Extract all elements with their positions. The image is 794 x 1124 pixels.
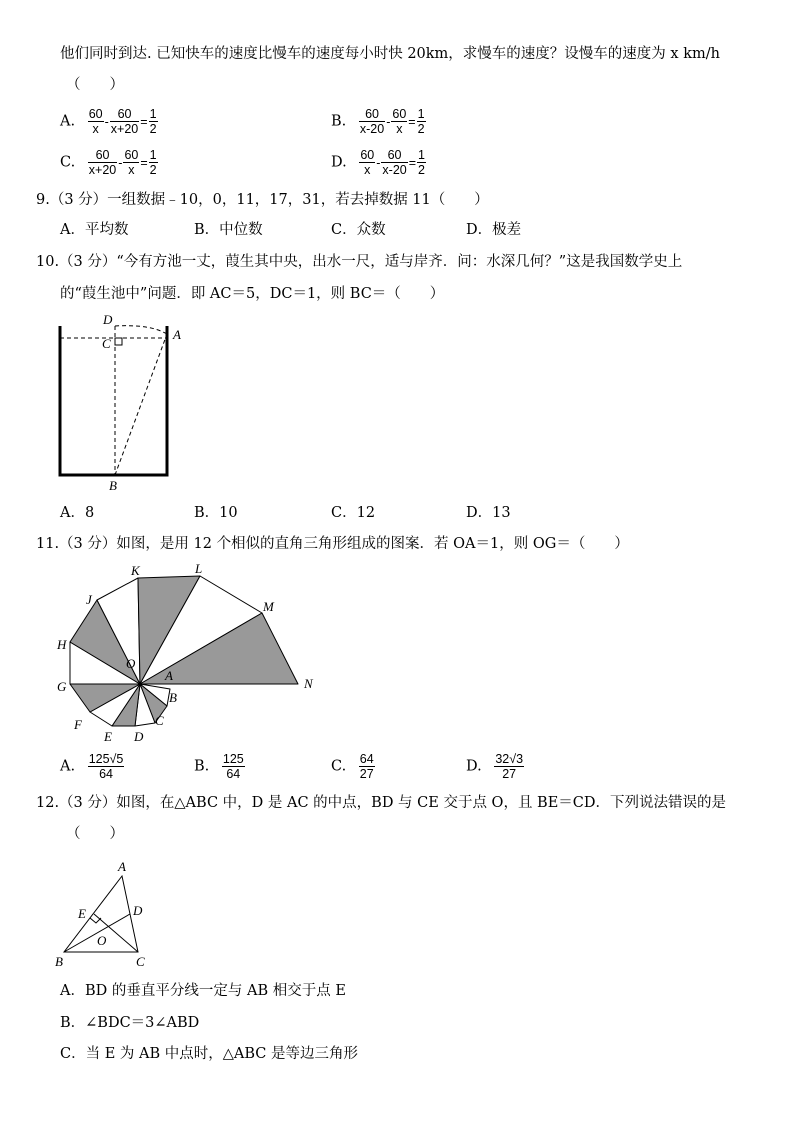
- label-e: E: [104, 729, 112, 744]
- label-j: J: [86, 592, 92, 607]
- label-n: N: [304, 676, 313, 691]
- q9-stem: 9.（3 分）一组数据﹣10，0，11，17，31，若去掉数据 11（ ）: [36, 192, 489, 208]
- label-a: A: [173, 327, 181, 342]
- q9-option-b[interactable]: B．中位数: [194, 222, 263, 238]
- q10-stem-line1: 10.（3 分）“今有方池一丈，葭生其中央，出水一尺，适与岸齐．问：水深几何？”这是我国数学史上: [36, 254, 683, 270]
- right-angle-mark: [115, 338, 122, 345]
- fraction: $\frac{60}{x-20}$: [359, 107, 385, 136]
- q12-option-b[interactable]: B．∠BDC＝3∠ABD: [60, 1015, 200, 1031]
- fraction: $\frac{32√3}{27}$: [495, 752, 524, 781]
- q11-option-a[interactable]: A. $\frac{125√5}{64}$: [60, 752, 124, 781]
- fraction: $\frac{60}{x}$: [88, 107, 103, 136]
- q8-option-c[interactable]: C. $\frac{60}{x+20}$ - $\frac{60}{x}$ = $\frac{1}{2}$: [60, 148, 157, 177]
- q11-spiral-figure: [52, 558, 322, 746]
- q9-option-a[interactable]: A．平均数: [60, 222, 129, 238]
- q8-option-b[interactable]: B. $\frac{60}{x-20}$ - $\frac{60}{x}$ = $\frac{1}{2}$: [331, 107, 425, 136]
- q12-option-a[interactable]: A．BD 的垂直平分线一定与 AB 相交于点 E: [60, 983, 346, 999]
- label-l: L: [195, 561, 203, 576]
- fraction: $\frac{1}{2}$: [417, 107, 425, 136]
- label-o: O: [126, 656, 136, 671]
- q11-stem: 11.（3 分）如图，是用 12 个相似的直角三角形组成的图案．若 OA＝1，则 OG＝（ ）: [36, 536, 629, 552]
- q8-answer-paren: （ ）: [66, 77, 124, 93]
- label-d: D: [103, 312, 113, 327]
- label-m: M: [263, 599, 274, 614]
- reed-line-ba: [115, 334, 167, 475]
- q10-stem-line2: 的“葭生池中”问题．即 AC＝5，DC＝1，则 BC＝（ ）: [60, 286, 445, 302]
- label-a: A: [165, 668, 173, 683]
- label-c: C: [136, 954, 145, 969]
- label-h: H: [57, 637, 67, 652]
- fraction: $\frac{1}{2}$: [149, 148, 157, 177]
- label-g: G: [57, 679, 67, 694]
- fraction: $\frac{125√5}{64}$: [88, 752, 124, 781]
- fraction: $\frac{60}{x-20}$: [382, 148, 407, 177]
- label-f: F: [74, 717, 82, 732]
- fraction: $\frac{60}{x+20}$: [88, 148, 117, 177]
- label-e: E: [78, 906, 86, 921]
- label-b: B: [55, 954, 63, 969]
- q12-triangle-figure: [52, 856, 162, 972]
- q8-option-d[interactable]: D. $\frac{60}{x}$ - $\frac{60}{x-20}$ = $\frac{1}{2}$: [331, 148, 425, 177]
- q12-option-c[interactable]: C．当 E 为 AB 中点时，△ABC 是等边三角形: [60, 1046, 358, 1062]
- label-d: D: [134, 729, 144, 744]
- fraction: $\frac{1}{2}$: [418, 148, 425, 177]
- fraction: $\frac{60}{x}$: [392, 107, 407, 136]
- fraction: $\frac{1}{2}$: [149, 107, 157, 136]
- q10-option-a[interactable]: A．8: [60, 505, 95, 521]
- label-k: K: [131, 563, 140, 578]
- label-d: D: [133, 903, 143, 918]
- fraction: $\frac{125}{64}$: [222, 752, 244, 781]
- label-o: O: [97, 933, 107, 948]
- label-a: A: [118, 859, 126, 874]
- q9-option-c[interactable]: C．众数: [331, 222, 386, 238]
- label-b: B: [109, 478, 117, 493]
- q11-option-b[interactable]: B. $\frac{125}{64}$: [194, 752, 244, 781]
- label-c: C: [155, 713, 164, 728]
- q8-option-a[interactable]: A. $\frac{60}{x}$ - $\frac{60}{x+20}$ = $\frac{1}{2}$: [60, 107, 157, 136]
- q8-stem-tail: 他们同时到达. 已知快车的速度比慢车的速度每小时快 20km，求慢车的速度？设慢车的速度为 x km/h: [60, 46, 720, 62]
- fraction: $\frac{60}{x+20}$: [110, 107, 139, 136]
- fraction: $\frac{64}{27}$: [359, 752, 374, 781]
- label-c: C: [102, 336, 111, 351]
- q10-pond-figure: [40, 308, 200, 494]
- q12-stem: 12.（3 分）如图，在△ABC 中，D 是 AC 的中点，BD 与 CE 交于点 O，且 BE＝CD．下列说法错误的是: [36, 795, 727, 811]
- pond-outline: [60, 326, 167, 475]
- fraction: $\frac{60}{x}$: [124, 148, 139, 177]
- reed-arc: [115, 326, 167, 334]
- q10-option-c[interactable]: C．12: [331, 505, 376, 521]
- q9-option-d[interactable]: D．极差: [466, 222, 522, 238]
- q10-option-b[interactable]: B．10: [194, 505, 238, 521]
- fraction: $\frac{60}{x}$: [360, 148, 375, 177]
- q10-option-d[interactable]: D．13: [466, 505, 511, 521]
- q11-option-d[interactable]: D. $\frac{32√3}{27}$: [466, 752, 524, 781]
- q12-answer-paren: （ ）: [66, 826, 124, 842]
- q11-option-c[interactable]: C. $\frac{64}{27}$: [331, 752, 374, 781]
- label-b: B: [169, 690, 177, 705]
